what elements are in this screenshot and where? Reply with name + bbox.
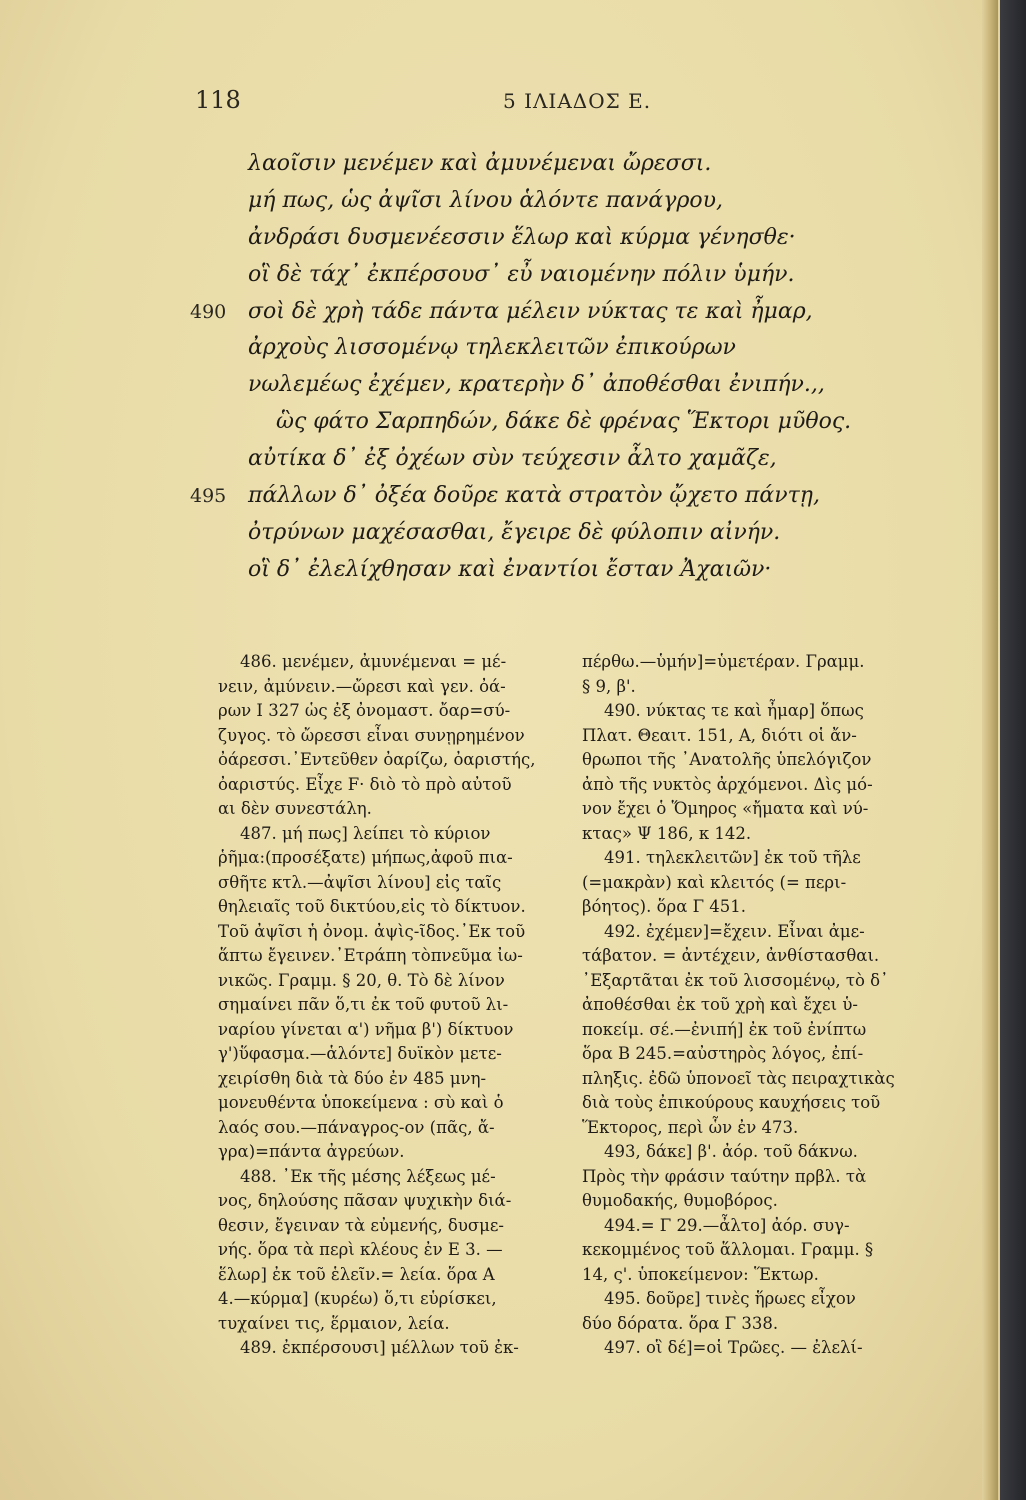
- note-line: 494.= Γ 29.—ἆλτο] ἀόρ. συγ-: [604, 1215, 850, 1235]
- note-line: ἕλωρ] ἐκ τοῦ ἑλεῖν.= λεία. ὅρα Α: [218, 1264, 495, 1284]
- note-line: σημαίνει πᾶν ὅ,τι ἐκ τοῦ φυτοῦ λι-: [218, 995, 509, 1014]
- note-line: Ἕκτορος, περὶ ὧν ἐν 473.: [582, 1117, 799, 1137]
- verse-line: [190, 146, 950, 183]
- note-line: ἅπτω ἔγεινεν.᾿Ετράπη τὸπνεῦμα ἰω-: [218, 946, 523, 965]
- note-line: τυχαίνει τις, ἕρμαιον, λεία.: [218, 1313, 450, 1333]
- page-number: 118: [195, 86, 241, 114]
- note-line: νος, δηλούσης πᾶσαν ψυχικὴν διά-: [218, 1191, 512, 1210]
- note-line: κτας» Ψ 186, κ 142.: [582, 823, 752, 843]
- verse-text: ἀνδράσι δυσμενέεσσιν ἕλωρ καὶ κύρμα γένησθε·: [248, 224, 796, 250]
- verse-number: 495: [190, 485, 227, 508]
- note-line: 490. νύκτας τε καὶ ἦμαρ] ὅπως: [604, 701, 864, 720]
- verse-text: ὣς φάτο Σαρπηδών, δάκε δὲ φρένας Ἕκτορι μῦθος.: [276, 409, 852, 435]
- verse-line: [190, 404, 950, 441]
- note-line: ναρίου γίνεται α') νῆμα β') δίκτυον: [218, 1019, 514, 1039]
- note-line: ζυγος. τὸ ὤρεσσι εἶναι συνῃρημένον: [218, 725, 525, 745]
- verse-text: οἳ δ᾽ ἐλελίχθησαν καὶ ἐναντίοι ἔσταν Ἀχαιῶν·: [248, 556, 772, 582]
- note-line: μονευθέντα ὑποκείμενα : σὺ καὶ ὁ: [218, 1093, 504, 1112]
- book-binding: [1000, 0, 1026, 1500]
- note-line: νον ἔχει ὁ Ὅμηρος «ἤματα καὶ νύ-: [582, 799, 869, 818]
- note-line: τάβατον. = ἀντέχειν, ἀνθίστασθαι.: [582, 946, 880, 965]
- verse-text: μή πως, ὡς ἀψῖσι λίνου ἁλόντε πανάγρου,: [248, 187, 723, 213]
- note-line: ὀάρεσσι.᾿Εντεῦθεν ὀαρίζω, ὀαριστής,: [218, 750, 536, 769]
- verse-line: [190, 257, 950, 294]
- note-line: βόητος). ὅρα Γ 451.: [582, 897, 747, 916]
- note-line: ἀποθέσθαι ἐκ τοῦ χρὴ καὶ ἔχει ὑ-: [582, 995, 858, 1014]
- verse-text: οἳ δὲ τάχ᾽ ἐκπέρσουσ᾽ εὖ ναιομένην πόλιν ὑμήν.: [248, 261, 795, 287]
- notes-right-column: [582, 650, 940, 1361]
- note-line: λαός σου.—πάναγρος-ον (πᾶς, ἄ-: [218, 1117, 495, 1137]
- verse-block: [190, 146, 950, 589]
- notes-left-column: [218, 650, 548, 1361]
- note-line: αι δὲν συνεστάλη.: [218, 799, 372, 818]
- note-line: § 9, β'.: [582, 676, 636, 696]
- note-line: κεκομμένος τοῦ ἅλλομαι. Γραμμ. §: [582, 1240, 874, 1259]
- note-line: 488. ᾿Εκ τῆς μέσης λέξεως μέ-: [240, 1166, 496, 1186]
- verse-line: [190, 220, 950, 257]
- note-line: θηλειαῖς τοῦ δικτύου,εἰς τὸ δίκτυον.: [218, 897, 526, 916]
- note-line: 4.—κύρμα] (κυρέω) ὅ,τι εὑρίσκει,: [218, 1289, 497, 1308]
- note-line: (=μακρὰν) καὶ κλειτός (= περι-: [582, 872, 847, 892]
- note-line: πληξις. ἐδῶ ὑπονοεῖ τὰς πειραχτικὰς: [582, 1068, 895, 1088]
- note-line: Τοῦ ἀψῖσι ἡ ὀνομ. ἀψὶς-ῖδος.᾿Εκ τοῦ: [218, 921, 526, 941]
- verse-line: [190, 367, 950, 404]
- verse-line: [190, 441, 950, 478]
- verse-text: πάλλων δ᾽ ὀξέα δοῦρε κατὰ στρατὸν ᾤχετο πάντῃ,: [248, 483, 820, 509]
- verse-line: [190, 294, 950, 331]
- note-line: διὰ τοὺς ἐπικούρους καυχήσεις τοῦ: [582, 1093, 881, 1112]
- page-header: [0, 86, 1000, 126]
- verse-text: λαοῖσιν μενέμεν καὶ ἀμυνέμεναι ὤρεσσι.: [248, 151, 712, 176]
- note-line: γρα)=πάντα ἀγρεύων.: [218, 1142, 405, 1161]
- verse-line: [190, 552, 950, 589]
- note-line: σθῆτε κτλ.—ἀψῖσι λίνου] εἰς ταῖς: [218, 872, 502, 892]
- verse-text: σοὶ δὲ χρὴ τάδε πάντα μέλειν νύκτας τε καὶ ἦμαρ,: [248, 298, 813, 324]
- note-line: 492. ἐχέμεν]=ἔχειν. Εἶναι ἀμε-: [604, 921, 865, 941]
- note-line: ποκείμ. σέ.—ἐνιπή] ἐκ τοῦ ἐνίπτω: [582, 1019, 867, 1039]
- verse-line: [190, 515, 950, 552]
- note-line: Πλατ. Θεαιτ. 151, Α, διότι οἱ ἄν-: [582, 725, 857, 745]
- verse-line: [190, 478, 950, 515]
- note-line: νικῶς. Γραμμ. § 20, θ. Τὸ δὲ λίνον: [218, 970, 505, 990]
- note-line: γ')ὕφασμα.—ἁλόντε] δυϊκὸν μετε-: [218, 1044, 502, 1063]
- page-gutter-shadow: [982, 0, 998, 1500]
- note-line: 486. μενέμεν, ἀμυνέμεναι = μέ-: [240, 652, 507, 671]
- running-title: 5 ΙΛΙΑΔΟΣ Ε.: [503, 89, 652, 113]
- verse-text: νωλεμέως ἐχέμεν, κρατερὴν δ᾽ ἀποθέσθαι ἐνιπήν.,,: [248, 372, 825, 398]
- note-line: 487. μή πως] λείπει τὸ κύριον: [240, 823, 491, 843]
- note-line: 495. δοῦρε] τινὲς ἥρωες εἶχον: [604, 1289, 856, 1308]
- note-line: θυμοδακής, θυμοβόρος.: [582, 1191, 778, 1210]
- verse-text: ἀρχοὺς λισσομένῳ τηλεκλειτῶν ἐπικούρων: [248, 335, 736, 361]
- note-line: νειν, ἀμύνειν.—ὤρεσι καὶ γεν. ὀά-: [218, 676, 506, 696]
- note-line: Πρὸς τὴν φράσιν ταύτην πρβλ. τὰ: [582, 1166, 867, 1186]
- verse-line: [190, 330, 950, 367]
- note-line: ῥῆμα:(προσέξατε) μήπως,ἀφοῦ πια-: [218, 848, 513, 867]
- verse-number: 490: [190, 300, 227, 323]
- note-line: 491. τηλεκλειτῶν] ἐκ τοῦ τῆλε: [604, 848, 861, 867]
- note-line: 497. οἳ δέ]=οἱ Τρῶες. — ἐλελί-: [604, 1338, 863, 1357]
- note-line: ρων Ι 327 ὡς ἐξ ὀνομαστ. ὄαρ=σύ-: [218, 701, 511, 720]
- note-line: ἀπὸ τῆς νυκτὸς ἀρχόμενοι. Δὶς μό-: [582, 774, 873, 794]
- verse-text: αὐτίκα δ᾽ ἐξ ὀχέων σὺν τεύχεσιν ἆλτο χαμᾶζε,: [248, 446, 777, 472]
- note-line: ᾿Εξαρτᾶται ἐκ τοῦ λισσομένῳ, τὸ δ᾽: [582, 970, 889, 990]
- note-line: θρωποι τῆς ᾿Ανατολῆς ὑπελόγιζον: [582, 750, 872, 769]
- note-line: χειρίσθη διὰ τὰ δύο ἐν 485 μνη-: [218, 1068, 487, 1088]
- note-line: θεσιν, ἔγειναν τὰ εὐμενής, δυσμε-: [218, 1215, 505, 1235]
- verse-text: ὀτρύνων μαχέσασθαι, ἔγειρε δὲ φύλοπιν αἰνήν.: [248, 519, 781, 545]
- note-line: νής. ὅρα τὰ περὶ κλέους ἐν Ε 3. —: [218, 1240, 503, 1259]
- note-line: 493, δάκε] β'. ἀόρ. τοῦ δάκνω.: [604, 1142, 858, 1161]
- note-line: ὀαριστύς. Εἶχε F· διὸ τὸ πρὸ αὐτοῦ: [218, 774, 512, 794]
- note-line: 489. ἐκπέρσουσι] μέλλων τοῦ ἐκ-: [240, 1338, 519, 1357]
- note-line: 14, ς'. ὑποκείμενον: Ἕκτωρ.: [582, 1264, 819, 1284]
- verse-line: [190, 183, 950, 220]
- note-line: δύο δόρατα. ὅρα Γ 338.: [582, 1313, 779, 1333]
- note-line: ὅρα Β 245.=αὐστηρὸς λόγος, ἐπί-: [582, 1044, 864, 1063]
- note-line: πέρθω.—ὑμήν]=ὑμετέραν. Γραμμ.: [582, 652, 865, 671]
